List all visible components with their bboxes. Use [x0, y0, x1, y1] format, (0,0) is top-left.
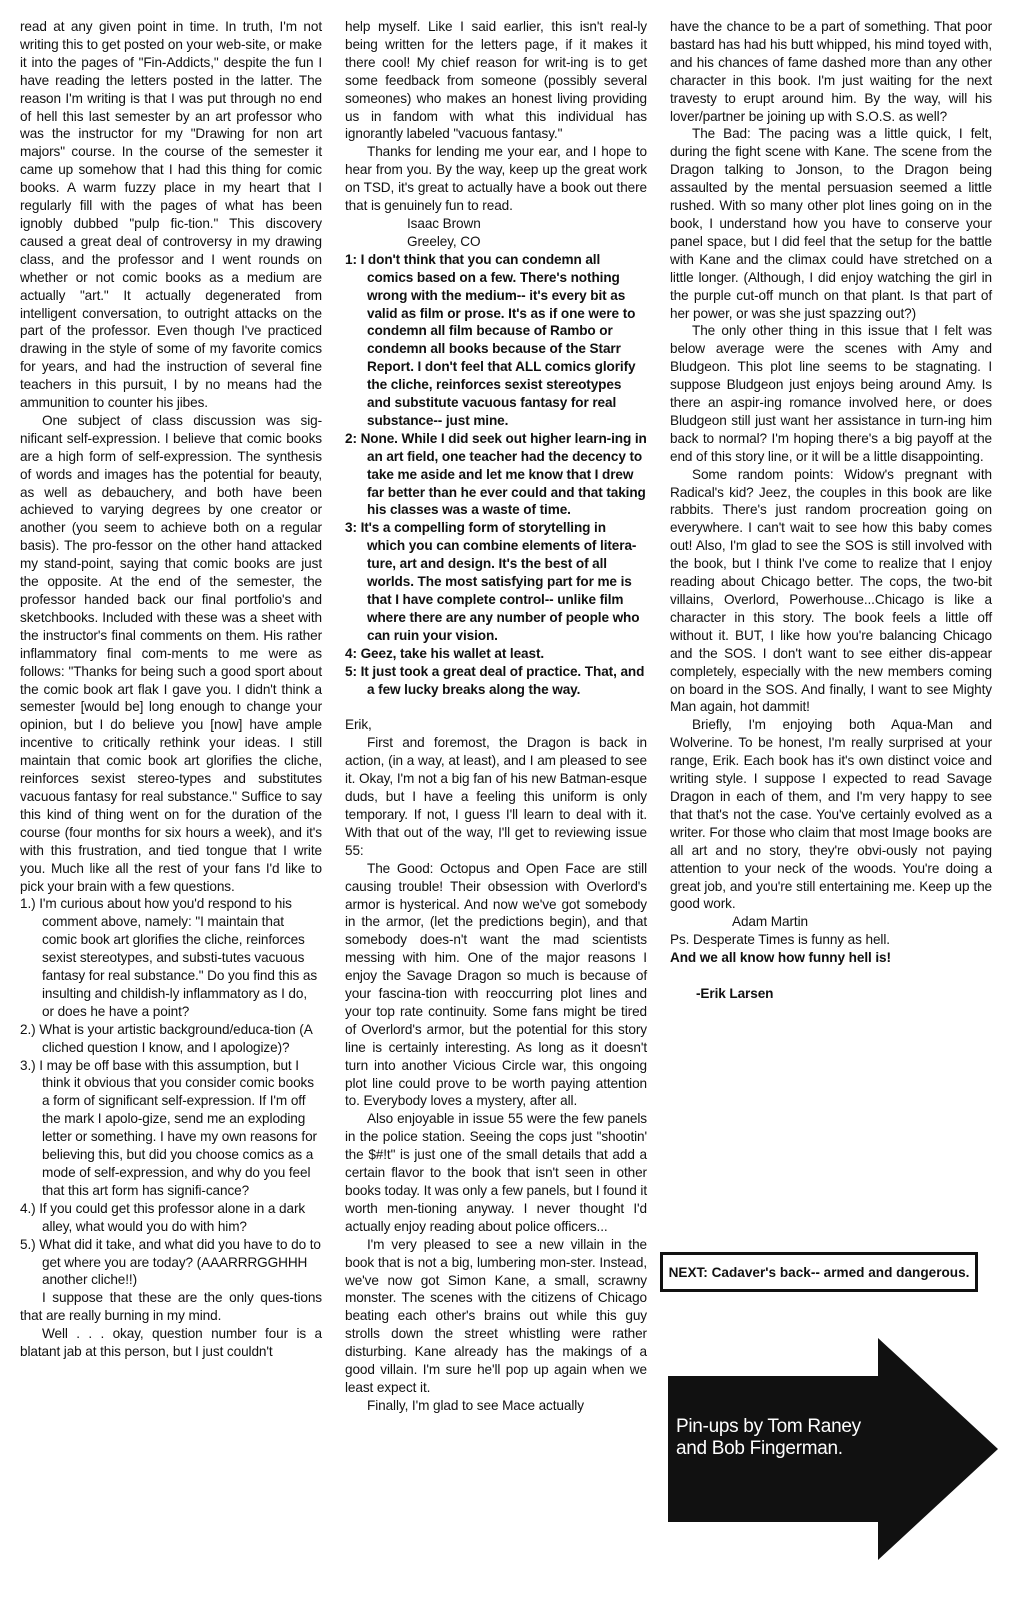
letter-paragraph: First and foremost, the Dragon is back in action, (in a way, at least), and I am pleased to see it. Okay, I'm not a big fan of his new Batman-esque duds, but I have a feeling this uniform is only temporary. If not, I guess I'll learn to deal with it. With that out of the way, I'll get to reviewing issue 55: [345, 735, 647, 858]
column-3 [670, 18, 992, 1003]
answer-item: 3: It's a compelling form of storytelling in which you can combine elements of litera-ture, art and design. It's the best of all worlds. The most satisfying part for me is that I have complete control-- unlike film where there are any number of people who can ruin your vision. [345, 520, 640, 643]
letter-paragraph: Thanks for lending me your ear, and I hope to hear from you. By the way, keep up the great work on TSD, it's great to actually have a book out there that is genuinely fun to read. [345, 144, 647, 214]
letter-signature-place: Greeley, CO [407, 233, 481, 249]
letter-salutation: Erik, [345, 717, 372, 733]
pinups-credit-line: and Bob Fingerman. [676, 1438, 843, 1459]
column-2 [345, 18, 647, 1415]
spacer [345, 698, 647, 716]
editor-reply: And we all know how funny hell is! [670, 950, 891, 966]
letter-paragraph: help myself. Like I said earlier, this isn't real-ly being written for the letters page, if it makes it there cool! My chief reason for writ-ing is to get some feedback from someone (possibly several someones) who makes an honest living providing us in fandom with what this individual has ignorantly labeled "vacuous fantasy." [345, 19, 647, 142]
answer-item: 5: It just took a great deal of practice. That, and a few lucky breaks along the way. [345, 663, 645, 697]
pinups-credit-line: Pin-ups by Tom Raney [676, 1416, 861, 1437]
letter-paragraph: read at any given point in time. In truth, I'm not writing this to get posted on your web-site, or make it into the pages of "Fin-Addicts," despite the fun I have reading the letters posted in the latter. The reason I'm writing is that I was put through no end of hell this last semester by an art professor who was the instructor for my "Drawing for non art majors" course. In the course of the semester it came up somehow that I had this thing for comic books. A warm fuzzy place in my heart that I regularly fill with the pages of what has been ignobly dubbed "pulp fic-tion." This discovery caused a great deal of controversy in my drawing class, and the professor and I went rounds on whether or not comic books as a medium are actually "art." It actually degenerated from intelligent conversation, to outright attacks on the part of the professor. Even though I've practiced drawing in the style of some of my favorite comics for years, and had the instruction of several fine teachers in this pursuit, I by no means had the ammunition to counter his jibes. [20, 19, 322, 411]
letter-paragraph: Finally, I'm glad to see Mace actually [367, 1397, 584, 1413]
next-issue-box [660, 1252, 978, 1292]
answer-item: 1: I don't think that you can condemn all comics based on a few. There's nothing wrong with the medium-- it's every bit as valid as film or prose. It's as if one were to condemn all film because of Rambo or condemn all books because of the Starr Report. I don't feel that ALL comics glorify the cliche, reinforces sexist stereotypes and substitute vacuous fantasy for real substance-- just mine. [345, 251, 636, 428]
next-issue-text: NEXT: Cadaver's back-- armed and dangerous. [668, 1264, 970, 1280]
question-item: 5.) What did it take, and what did you have to do to get where you are today? (AAARRRGGHHH another cliche!!) [20, 1236, 321, 1288]
letter-signature-name: Adam Martin [732, 914, 808, 930]
answer-item: 2: None. While I did seek out higher learn-ing in an art field, one teacher had the decency to take me aside and let me know that I drew far better than he ever could and that taking his classes was a waste of time. [345, 430, 647, 518]
pinups-credit [676, 1416, 876, 1460]
answer-list [345, 251, 647, 699]
question-list [20, 895, 322, 1289]
question-item: 1.) I'm curious about how you'd respond to his comment above, namely: "I maintain that comic book art glorifies the cliche, reinforces sexist stereotypes, and substi-tutes vacuous fantasy for real substance." Do you find this as insulting and childish-ly inflammatory as I do, or does he have a point? [20, 896, 318, 1019]
letter-paragraph: I suppose that these are the only ques-tions that are really burning in my mind. [20, 1290, 322, 1324]
letter-paragraph: The only other thing in this issue that I felt was below average were the scenes with Amy and Bludgeon. This plot line seems to be stagnating. I suppose Bludgeon just enjoys being around Amy. Is there an aspir-ing romance involved here, or does Bludgeon still just want her assistance in turn-ing him back to normal? I'm hoping there's a big payoff at the end of this story line, or it will be a little disappointing. [670, 323, 992, 464]
letter-paragraph: have the chance to be a part of something. That poor bastard has had his butt whipped, his mind toyed with, and his chances of fame dashed more than any other character in this book. I'm just waiting for the next travesty to erupt around him. By the way, will his lover/partner be joining up with S.O.S. as well? [670, 19, 992, 124]
letter-paragraph: One subject of class discussion was sig-nificant self-expression. I believe that comic books are a high form of self-expression. The synthesis of words and images has the potential for beauty, as well as debauchery, and both have been achieved to varying degrees by one creator or another (you seem to achieve both on a regular basis). The pro-fessor on the other hand attacked my stand-point, saying that comic books are just the opposite. At the end of the semester, the professor handed back our final portfolio's and sketchbooks. Included with these was a sheet with the instructor's final comments on them. His rather inflammatory final com-ments to me were as follows: "Thanks for being such a good sport about the comic book art flak I gave you. I didn't think a semester [would be] long enough to change your opinion, but I do believe you [now] have ample incentive to critically rethink your ideas. I still maintain that comic book art glorifies the cliche, reinforces sexist stereo-types and substitutes vacuous fantasy for real substance." Suffice to say this kind of thing went on for the duration of the course (four months for six hours a week), and it's with this frustration, and tied tongue that I write you. Much like all the rest of your fans I'd like to pick your brain with a few questions. [20, 412, 322, 894]
editor-signature: -Erik Larsen [696, 986, 774, 1002]
spacer [670, 967, 992, 985]
letter-signature-name: Isaac Brown [407, 215, 481, 231]
letter-paragraph: The Good: Octopus and Open Face are still causing trouble! Their obsession with Overlord's armor is hysterical. And now we've got somebody in the armor, (let the predictions begin), and that somebody does-n't want the mad scientists messing with him. One of the major reasons I enjoy the Savage Dragon so much is because of your fascina-tion with reoccurring plot lines and your top rate continuity. Some fans might be tired of Overlord's armor, but the potential for this story line is certainly interesting. As long as it doesn't turn into another Vicious Circle war, this ongoing plot line could prove to be worth paying attention to. Everybody loves a mystery, after all. [345, 860, 647, 1109]
letter-paragraph: Also enjoyable in issue 55 were the few panels in the police station. Seeing the cops just "shootin' the $#!t" is just one of the small details that add a certain flavor to the book that isn't seen in other books today. It was only a few panels, but I found it worth men-tioning anyway. I never thought I'd actually enjoy reading about police officers... [345, 1111, 647, 1234]
question-item: 3.) I may be off base with this assumption, but I think it obvious that you consider comic books a form of significant self-expression. If I'm off the mark I apolo-gize, send me an exploding letter or something. I have my own reasons for believing this, but did you choose comics as a mode of self-expression, and why do you feel that this art form has signifi-cance? [20, 1057, 317, 1198]
letter-paragraph: Some random points: Widow's pregnant with Radical's kid? Jeez, the couples in this book are like rabbits. There's just random procreation going on everywhere. I can't wait to see how this baby comes out! Also, I'm glad to see the SOS is still involved with the book, but I think I've come to realize that I enjoy reading about Chicago better. The cops, the two-bit villains, Overlord, Powerhouse...Chicago is like a character in this story. The book feels a little off without it. BUT, I like how you're balancing Chicago and the SOS. I don't want to see either dis-appear completely, especially with the new members coming on board in the SOS. And finally, I want to see Mighty Man again, hot dammit! [670, 466, 992, 715]
answer-item: 4: Geez, take his wallet at least. [345, 645, 545, 661]
question-item: 4.) If you could get this professor alone in a dark alley, what would you do with him? [20, 1200, 306, 1234]
letter-paragraph: Well . . . okay, question number four is a blatant jab at this person, but I just couldn't [20, 1326, 322, 1360]
postscript: Ps. Desperate Times is funny as hell. [670, 932, 890, 948]
question-item: 2.) What is your artistic background/educa-tion (A cliched question I know, and I apologize)? [20, 1021, 312, 1055]
letter-paragraph: I'm very pleased to see a new villain in the book that is not a big, lumbering mon-ster. Instead, we've now got Simon Kane, a small, scrawny monster. The scenes with the citizens of Chicago beating each other's brains out while this guy strolls down the street whistling were rather disturbing. Kane already has the makings of a good villain. I'm sure he'll pop up again when we least expect it. [345, 1236, 647, 1395]
column-1 [20, 18, 322, 1361]
letter-paragraph: Briefly, I'm enjoying both Aqua-Man and Wolverine. To be honest, I'm really surprised at your range, Erik. Each book has it's own distinct voice and writing style. I suppose I expected to read Savage Dragon in each of them, and I'm very happy to see that that's not the case. You've certainly evolved as a writer. For those who claim that most Image books are all art and no story, they're obvi-ously not paying attention to your neck of the woods. You're doing a great job, and you're still entertaining me. Keep up the good work. [670, 717, 992, 912]
letter-paragraph: The Bad: The pacing was a little quick, I felt, during the fight scene with Kane. The scene from the Dragon talking to Jonson, to the Dragon being assaulted by the mental persuasion seemed a little rushed. With so many other plot lines going on in the book, I understand how you have to conserve your panel space, but I did feel that the setup for the battle with Kane and the climax could have stretched on a little longer. (Although, I did enjoy watching the girl in the purple cut-off munch on that plant. Is that part of her power, or was she just spazzing out?) [670, 126, 992, 321]
